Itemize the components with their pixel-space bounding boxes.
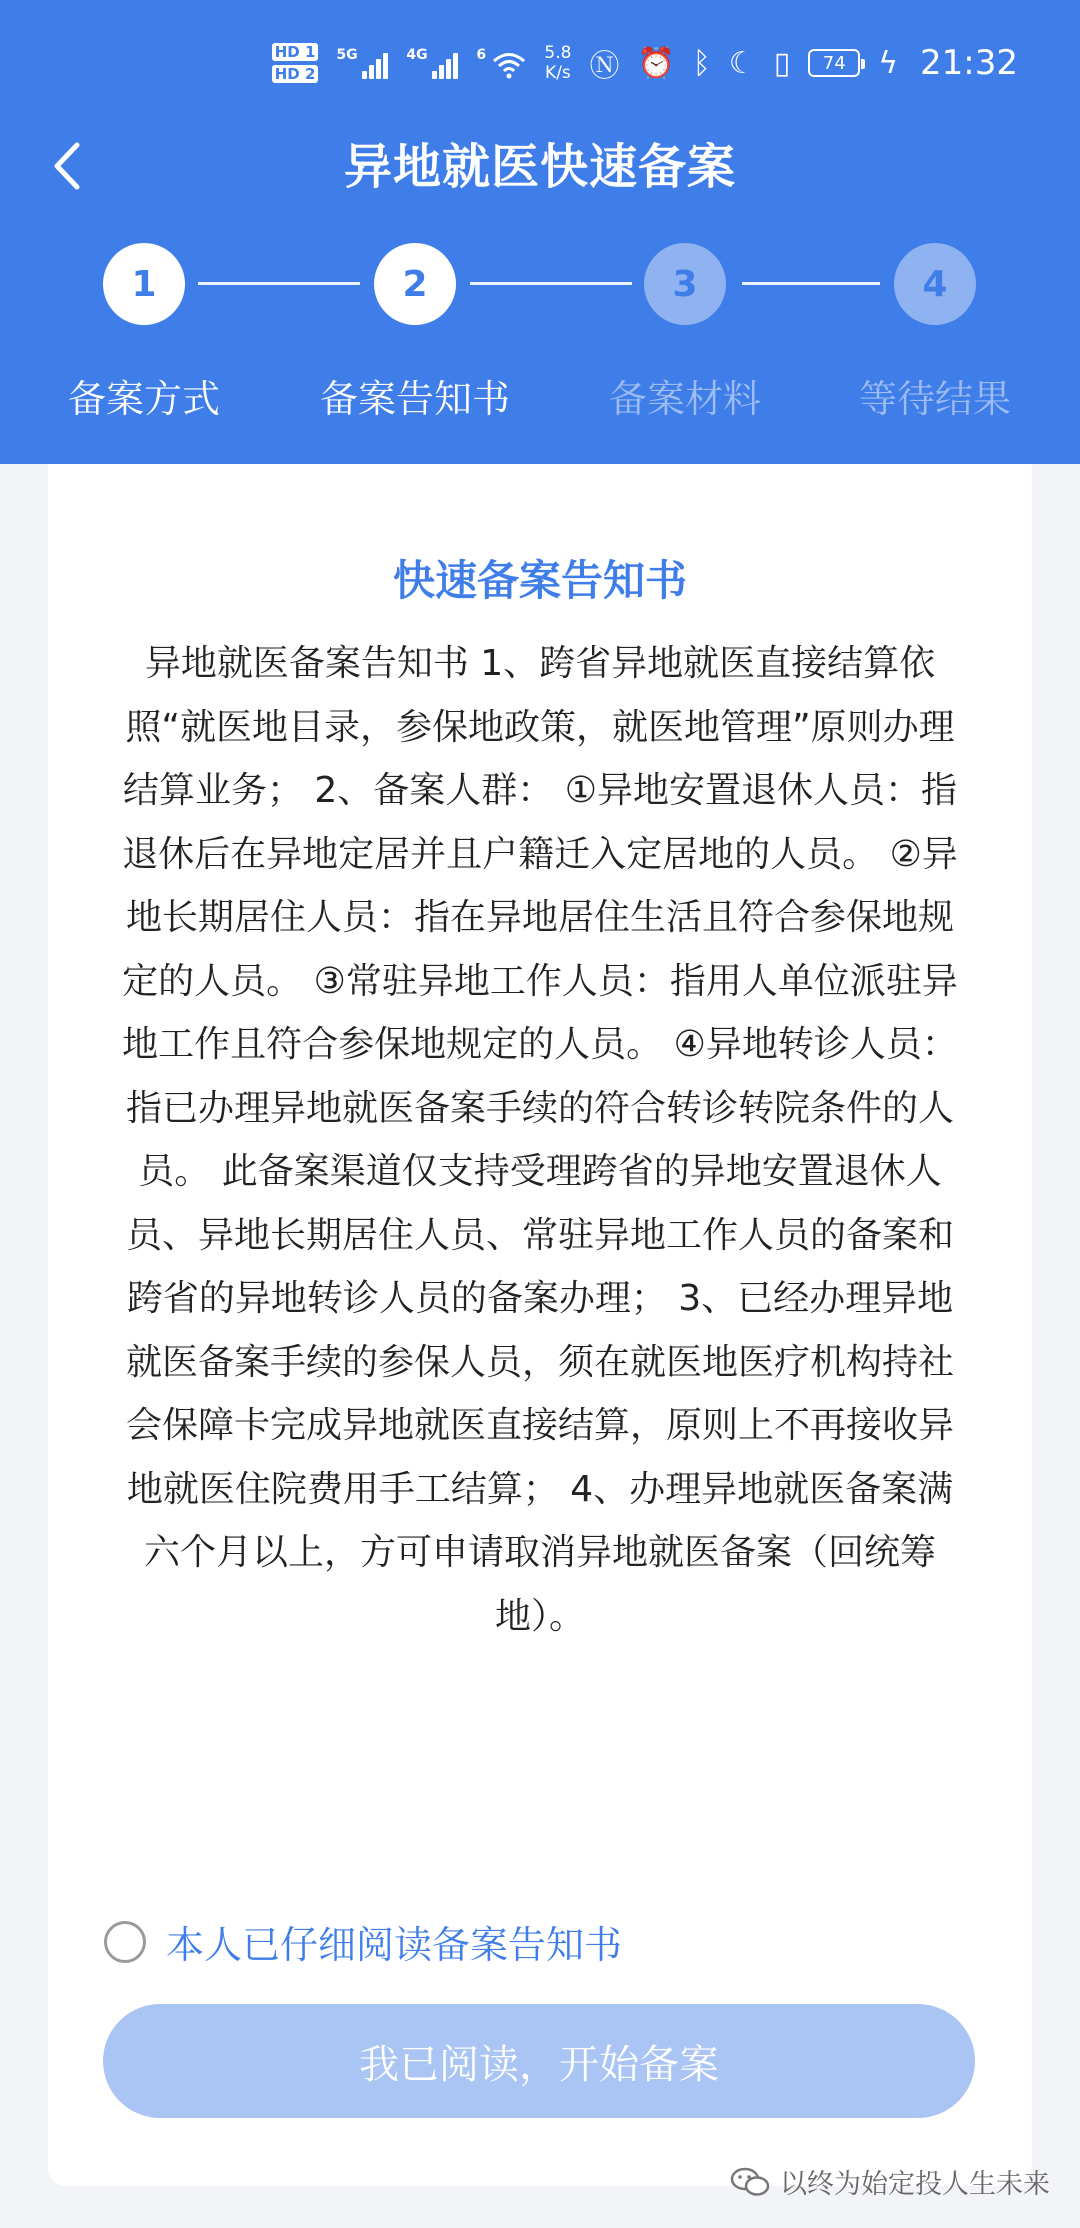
hd-indicator: HD 1 HD 2 (272, 41, 319, 85)
agree-radio[interactable] (104, 1921, 146, 1963)
step-4-label: 等待结果 (858, 377, 1011, 421)
vibrate-icon: ▯ (773, 45, 791, 81)
start-filing-button[interactable]: 我已阅读，开始备案 (103, 2004, 975, 2118)
notice-title: 快速备案告知书 (392, 556, 687, 605)
notice-body: 异地就医备案告知书 1、跨省异地就医直接结算依照“就医地目录，参保地政策，就医地管理”原则办理结算业务； 2、备案人群： ①异地安置退休人员：指退休后在异地定居并且户籍迁入定居地的人员。 ②异地长期居住人员：指在异地居住生活且符合参保地规定的人员。 ③常驻异地工作人员：指用人单位派驻异地工作且符合参保地规定的人员。 ④异地转诊人员：指已办理异地就医备案手续的符合转诊转院条件的人员。 此备案渠道仅支持受理跨省的异地安置退休人员、异地长期居住人员、常驻异地工作人员的备案和跨省的异地转诊人员的备案办理； 3、已经办理异地就医备案手续的参保人员，须在就医地医疗机构持社会保障卡完成异地就医直接结算，原则上不再接收异地就医住院费用手工结算； 4、办理异地就医备案满六个月以上，方可申请取消异地就医备案（回统筹地）。 (122, 643, 958, 1637)
signal-5g-icon: 5G (336, 47, 388, 79)
signal-4g-icon: 4G (406, 47, 458, 79)
step-3-label: 备案材料 (608, 377, 761, 421)
step-3-circle: 3 (644, 243, 726, 325)
step-connector (198, 282, 360, 285)
alarm-icon: ⏰ (637, 45, 675, 81)
page-title: 异地就医快速备案 (343, 139, 736, 195)
step-2-circle: 2 (374, 243, 456, 325)
wifi-icon: 6 (476, 47, 526, 79)
battery-icon: 74 (808, 49, 860, 77)
step-connector (470, 282, 632, 285)
header (0, 0, 1080, 464)
charging-icon: ϟ (878, 45, 899, 81)
step-connector (742, 282, 880, 285)
agree-label[interactable]: 本人已仔细阅读备案告知书 (166, 1923, 623, 1967)
step-2-label: 备案告知书 (319, 377, 510, 421)
watermark (730, 2162, 1050, 2201)
network-speed: 5.8 K/s (544, 43, 572, 83)
do-not-disturb-moon-icon: ☾ (728, 45, 756, 81)
bluetooth-icon: ᛒ (692, 45, 711, 81)
step-4-circle: 4 (894, 243, 976, 325)
nfc-icon: Ⓝ (589, 49, 620, 84)
step-1-circle: 1 (103, 243, 185, 325)
status-bar (272, 28, 1018, 98)
watermark-text: 以终为始定投人生未来 (780, 2169, 1050, 2200)
wechat-icon (730, 2166, 770, 2198)
notice-card (48, 464, 1032, 2186)
agree-checkbox-row[interactable] (104, 1914, 622, 1969)
status-time: 21:32 (920, 43, 1018, 83)
step-1-label: 备案方式 (67, 377, 220, 421)
